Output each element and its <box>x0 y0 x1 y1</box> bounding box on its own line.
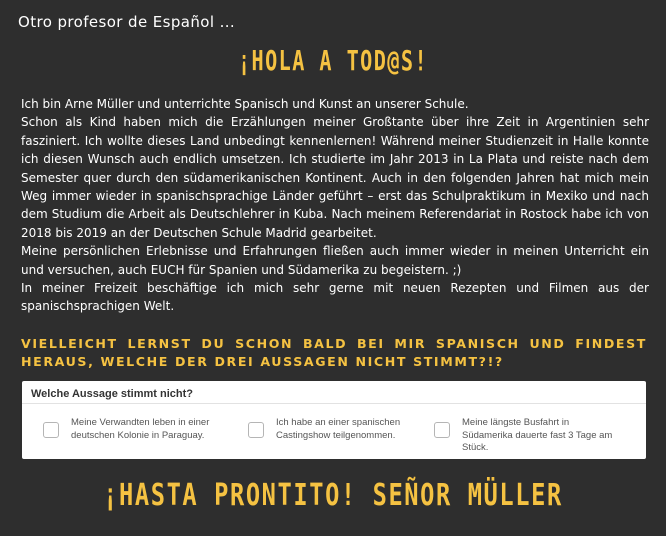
quiz-option-1-checkbox[interactable] <box>43 422 59 438</box>
page-kicker: Otro profesor de Español ... <box>18 13 236 31</box>
quiz-option-1[interactable] <box>43 417 233 447</box>
quiz-option-2-label[interactable]: Ich habe an einer spanischen Castingshow teilgenommen. <box>276 417 401 441</box>
bio-paragraph: In meiner Freizeit beschäftige ich mich sehr gerne mit neuen Rezepten und Filmen aus der spanischsprachigen Welt. <box>21 281 649 314</box>
quiz-option-3-label[interactable]: Meine längste Busfahrt in Südamerika dauerte fast 3 Tage am Stück. <box>462 417 613 453</box>
closing-signature: ¡HASTA PRONTITO! SEÑOR MÜLLER <box>103 478 563 513</box>
quiz-question: Welche Aussage stimmt nicht? <box>31 388 193 400</box>
quiz-option-1-label[interactable]: Meine Verwandten leben in einer deutschen Kolonie in Paraguay. <box>71 417 210 441</box>
bio-paragraph: Schon als Kind haben mich die Erzählungen meiner Großtante über ihre Zeit in Argentinien sehr fasziniert. Ich wollte dieses Land unbedingt kennenlernen! Während meiner Studienzeit in Halle konnte ich diesen Wunsch auch endlich umsetzen. Ich studierte im Jahr 2013 in La Plata und reiste nach dem Semester quer durch den südamerikanischen Kontinent. Auch in den folgenden Jahren hat mich mein Weg immer wieder in spanischsprachige Länder geführt – erst das Schulpraktikum in Mexiko und nach dem Studium die Arbeit als Deutschlehrer in Kuba. Nach meinem Referendariat in Rostock habe ich von 2018 bis 2019 an der Deutschen Schule Madrid gearbeitet. <box>21 115 649 240</box>
bio-paragraph: Meine persönlichen Erlebnisse und Erfahrungen fließen auch immer wieder in meinen Unterricht ein und versuchen, auch EUCH für Spanien und Südamerika zu begeistern. ;) <box>21 244 649 277</box>
quiz-option-3[interactable] <box>434 417 624 453</box>
page-headline: ¡HOLA A TOD@S! <box>237 44 429 77</box>
quiz-divider <box>22 403 646 404</box>
quiz-card <box>22 381 646 459</box>
challenge-text: VIELLEICHT LERNST DU SCHON BALD BEI MIR SPANISCH UND FINDEST HERAUS, WELCHE DER DREI AUSSAGEN NICHT STIMMT?!? <box>21 336 647 369</box>
quiz-option-3-checkbox[interactable] <box>434 422 450 438</box>
bio-paragraph: Ich bin Arne Müller und unterrichte Spanisch und Kunst an unserer Schule. <box>21 97 469 111</box>
quiz-option-2[interactable] <box>248 417 438 447</box>
bio-text <box>21 95 649 316</box>
quiz-option-2-checkbox[interactable] <box>248 422 264 438</box>
